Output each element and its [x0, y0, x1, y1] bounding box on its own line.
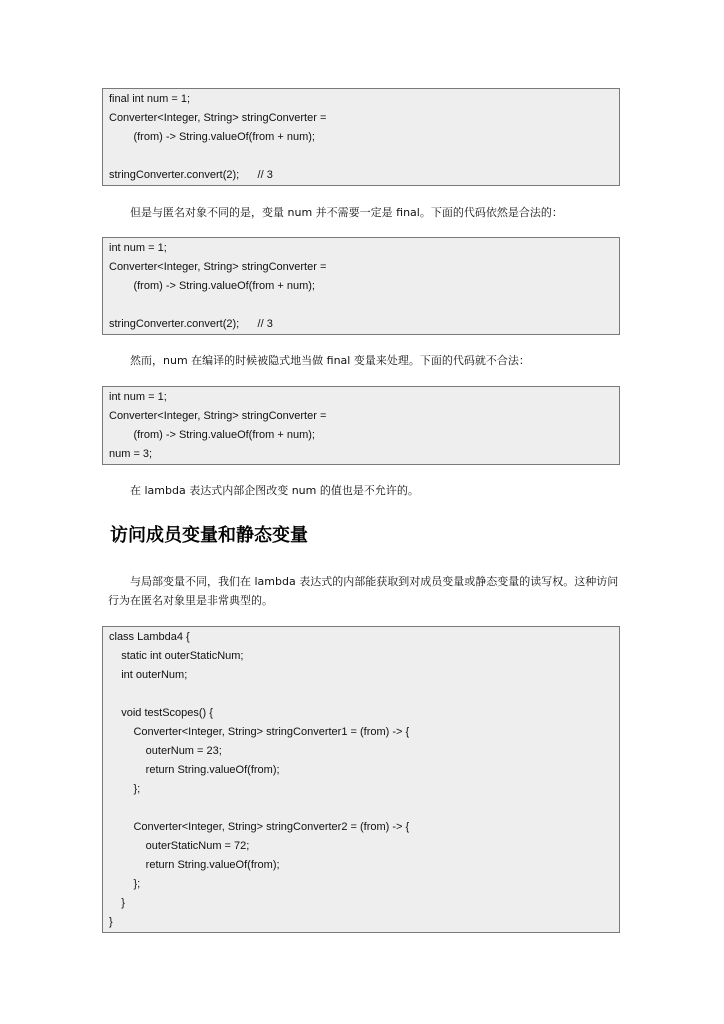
code-line	[109, 799, 613, 818]
paragraph: 在 lambda 表达式内部企图改变 num 的值也是不允许的。	[130, 484, 419, 497]
code-block-3	[102, 386, 620, 465]
code-line: outerNum = 23;	[109, 745, 222, 757]
code-line	[109, 296, 613, 315]
code-line: (from) -> String.valueOf(from + num);	[109, 131, 315, 143]
code-line: }	[109, 897, 125, 909]
code-line: int num = 1;	[109, 391, 167, 403]
paragraph: 与局部变量不同，我们在 lambda 表达式的内部能获取到对成员变量或静态变量的读写权。这种访问行为在匿名对象里是非常典型的。	[108, 575, 619, 607]
code-line: outerStaticNum = 72;	[109, 840, 250, 852]
paragraph: 但是与匿名对象不同的是，变量 num 并不需要一定是 final。下面的代码依然是合法的：	[130, 206, 563, 219]
paragraph: 然而，num 在编译的时候被隐式地当做 final 变量来处理。下面的代码就不合法：	[130, 354, 530, 367]
code-line: Converter<Integer, String> stringConverter =	[109, 261, 327, 273]
code-line: static int outerStaticNum;	[109, 650, 244, 662]
code-block-2	[102, 237, 620, 335]
code-line: Converter<Integer, String> stringConverter =	[109, 112, 327, 124]
code-block-4	[102, 626, 620, 933]
code-line: final int num = 1;	[109, 93, 191, 105]
code-line: stringConverter.convert(2); // 3	[109, 318, 273, 330]
section-heading: 访问成员变量和静态变量	[110, 525, 308, 546]
code-line	[109, 685, 613, 704]
code-line: stringConverter.convert(2); // 3	[109, 169, 273, 181]
code-line: (from) -> String.valueOf(from + num);	[109, 429, 315, 441]
code-line: Converter<Integer, String> stringConverter1 = (from) -> {	[109, 726, 410, 738]
code-line: }	[109, 916, 113, 928]
code-line: num = 3;	[109, 448, 153, 460]
code-line: Converter<Integer, String> stringConverter2 = (from) -> {	[109, 821, 410, 833]
code-line: };	[109, 878, 141, 890]
code-line: class Lambda4 {	[109, 631, 190, 643]
code-line: int outerNum;	[109, 669, 188, 681]
code-line: Converter<Integer, String> stringConverter =	[109, 410, 327, 422]
code-line	[109, 147, 613, 166]
code-line: };	[109, 783, 141, 795]
code-line: int num = 1;	[109, 242, 167, 254]
code-line: return String.valueOf(from);	[109, 764, 280, 776]
code-line: void testScopes() {	[109, 707, 213, 719]
code-block-1	[102, 88, 620, 186]
code-line: return String.valueOf(from);	[109, 859, 280, 871]
code-line: (from) -> String.valueOf(from + num);	[109, 280, 315, 292]
